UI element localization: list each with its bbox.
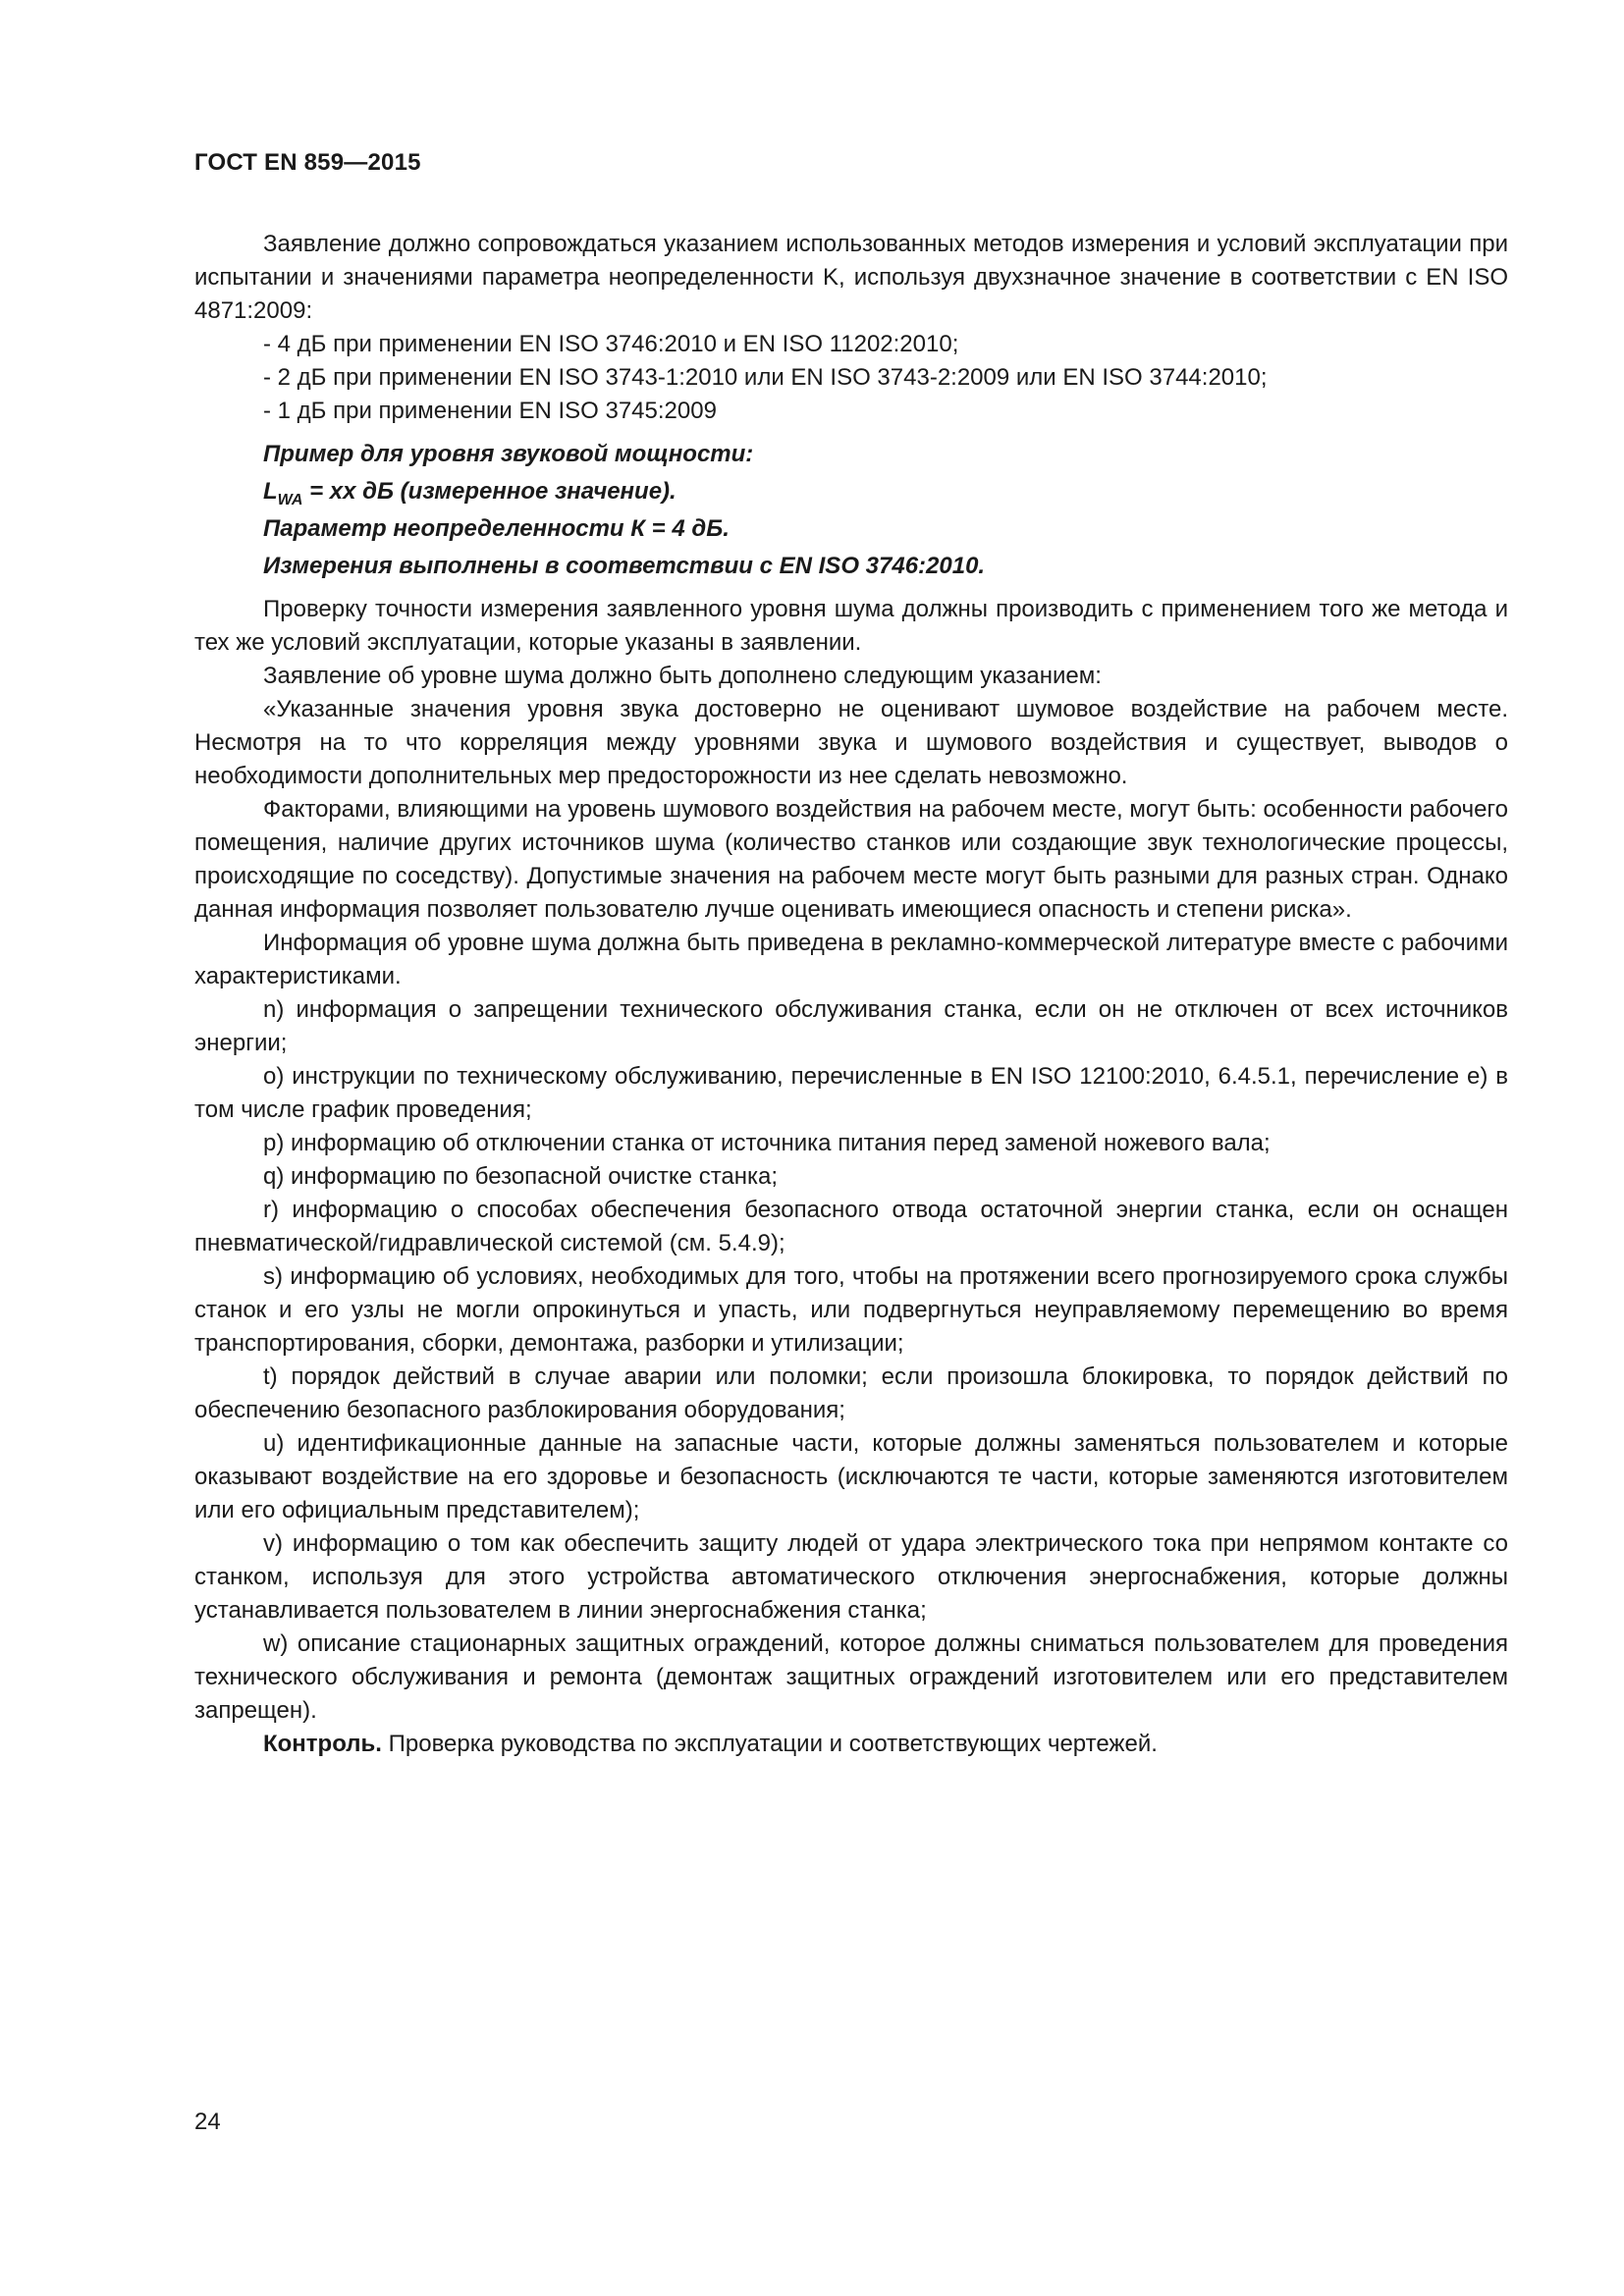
document-header: ГОСТ EN 859—2015 bbox=[194, 149, 421, 176]
control-label: Контроль. bbox=[263, 1731, 382, 1757]
example-level-line bbox=[194, 473, 1508, 510]
list-item: s) информацию об условиях, необходимых для того, чтобы на протяжении всего прогнозируемого срока службы станок и его узлы не могли опрокинуться и упасть, или подвергнуться неуправляемому перемещению во время транспортирования, сборки, демонтажа, разборки и утилизации; bbox=[194, 1263, 1508, 1357]
list-item: - 4 дБ при применении EN ISO 3746:2010 и EN ISO 11202:2010; bbox=[263, 331, 959, 357]
control-paragraph bbox=[194, 1728, 1508, 1761]
paragraph: Информация об уровне шума должна быть приведена в рекламно-коммерческой литературе вместе с рабочими характеристиками. bbox=[194, 930, 1508, 989]
level-subscript: WA bbox=[277, 491, 303, 508]
page-number: 24 bbox=[194, 2109, 221, 2135]
paragraph: Проверку точности измерения заявленного уровня шума должны производить с применением того же метода и тех же условий эксплуатации, которые указаны в заявлении. bbox=[194, 596, 1508, 656]
intro-paragraph: Заявление должно сопровождаться указанием использованных методов измерения и условий эксплуатации при испытании и значениями параметра неопределенности K, используя двухзначное значение в соответствии с EN ISO 4871:2009: bbox=[194, 231, 1508, 324]
list-item: v) информацию о том как обеспечить защиту людей от удара электрического тока при непрямом контакте со станком, используя для этого устройства автоматического отключения энергоснабжения, которые должны устанавливается пользователем в линии энергоснабжения станка; bbox=[194, 1530, 1508, 1624]
document-body bbox=[194, 228, 1508, 1761]
list-item: p) информацию об отключении станка от источника питания перед заменой ножевого вала; bbox=[263, 1130, 1271, 1156]
level-value: = xx дБ (измеренное значение). bbox=[302, 478, 677, 505]
list-item: u) идентификационные данные на запасные части, которые должны заменяться пользователем и которые оказывают воздействие на его здоровье и безопасность (исключаются те части, которые заменяются изготовителем или его официальным представителем); bbox=[194, 1430, 1508, 1523]
example-method: Измерения выполнены в соответствии с EN ISO 3746:2010. bbox=[263, 553, 986, 579]
list-item: - 2 дБ при применении EN ISO 3743-1:2010 или EN ISO 3743-2:2009 или EN ISO 3744:2010; bbox=[263, 364, 1268, 391]
list-item: t) порядок действий в случае аварии или поломки; если произошла блокировка, то порядок действий по обеспечению безопасного разблокирования оборудования; bbox=[194, 1363, 1508, 1423]
uncertainty-list bbox=[194, 328, 1508, 428]
list-item: o) инструкции по техническому обслуживанию, перечисленные в EN ISO 12100:2010, 6.4.5.1, перечисление e) в том числе график проведения; bbox=[194, 1063, 1508, 1123]
paragraph: «Указанные значения уровня звука достоверно не оценивают шумовое воздействие на рабочем месте. Несмотря на то что корреляция между уровнями звука и шумового воздействия и существует, выводов о необходимости дополнительных мер предосторожности из нее сделать невозможно. bbox=[194, 696, 1508, 789]
list-item: q) информацию по безопасной очистке станка; bbox=[263, 1163, 779, 1190]
paragraph: Заявление об уровне шума должно быть дополнено следующим указанием: bbox=[263, 663, 1102, 689]
example-block bbox=[194, 436, 1508, 585]
example-heading: Пример для уровня звуковой мощности: bbox=[263, 441, 754, 467]
level-symbol: L bbox=[263, 478, 278, 505]
paragraph: Факторами, влияющими на уровень шумового воздействия на рабочем месте, могут быть: особенности рабочего помещения, наличие других источников шума (количество станков или создающие звук технологические процессы, происходящие по соседству). Допустимые значения на рабочем месте могут быть разными для разных стран. Однако данная информация позволяет пользователю лучше оценивать имеющиеся опасность и степени риска». bbox=[194, 796, 1508, 923]
lettered-list bbox=[194, 993, 1508, 1728]
list-item: r) информацию о способах обеспечения безопасного отвода остаточной энергии станка, если он оснащен пневматической/гидравлической системой (см. 5.4.9); bbox=[194, 1197, 1508, 1256]
control-text: Проверка руководства по эксплуатации и соответствующих чертежей. bbox=[381, 1731, 1158, 1757]
list-item: - 1 дБ при применении EN ISO 3745:2009 bbox=[263, 398, 717, 424]
list-item: w) описание стационарных защитных ограждений, которое должны сниматься пользователем для проведения технического обслуживания и ремонта (демонтаж защитных ограждений изготовителем или его представителем запрещен). bbox=[194, 1630, 1508, 1724]
list-item: n) информация о запрещении технического обслуживания станка, если он не отключен от всех источников энергии; bbox=[194, 996, 1508, 1056]
example-parameter: Параметр неопределенности К = 4 дБ. bbox=[263, 515, 730, 542]
